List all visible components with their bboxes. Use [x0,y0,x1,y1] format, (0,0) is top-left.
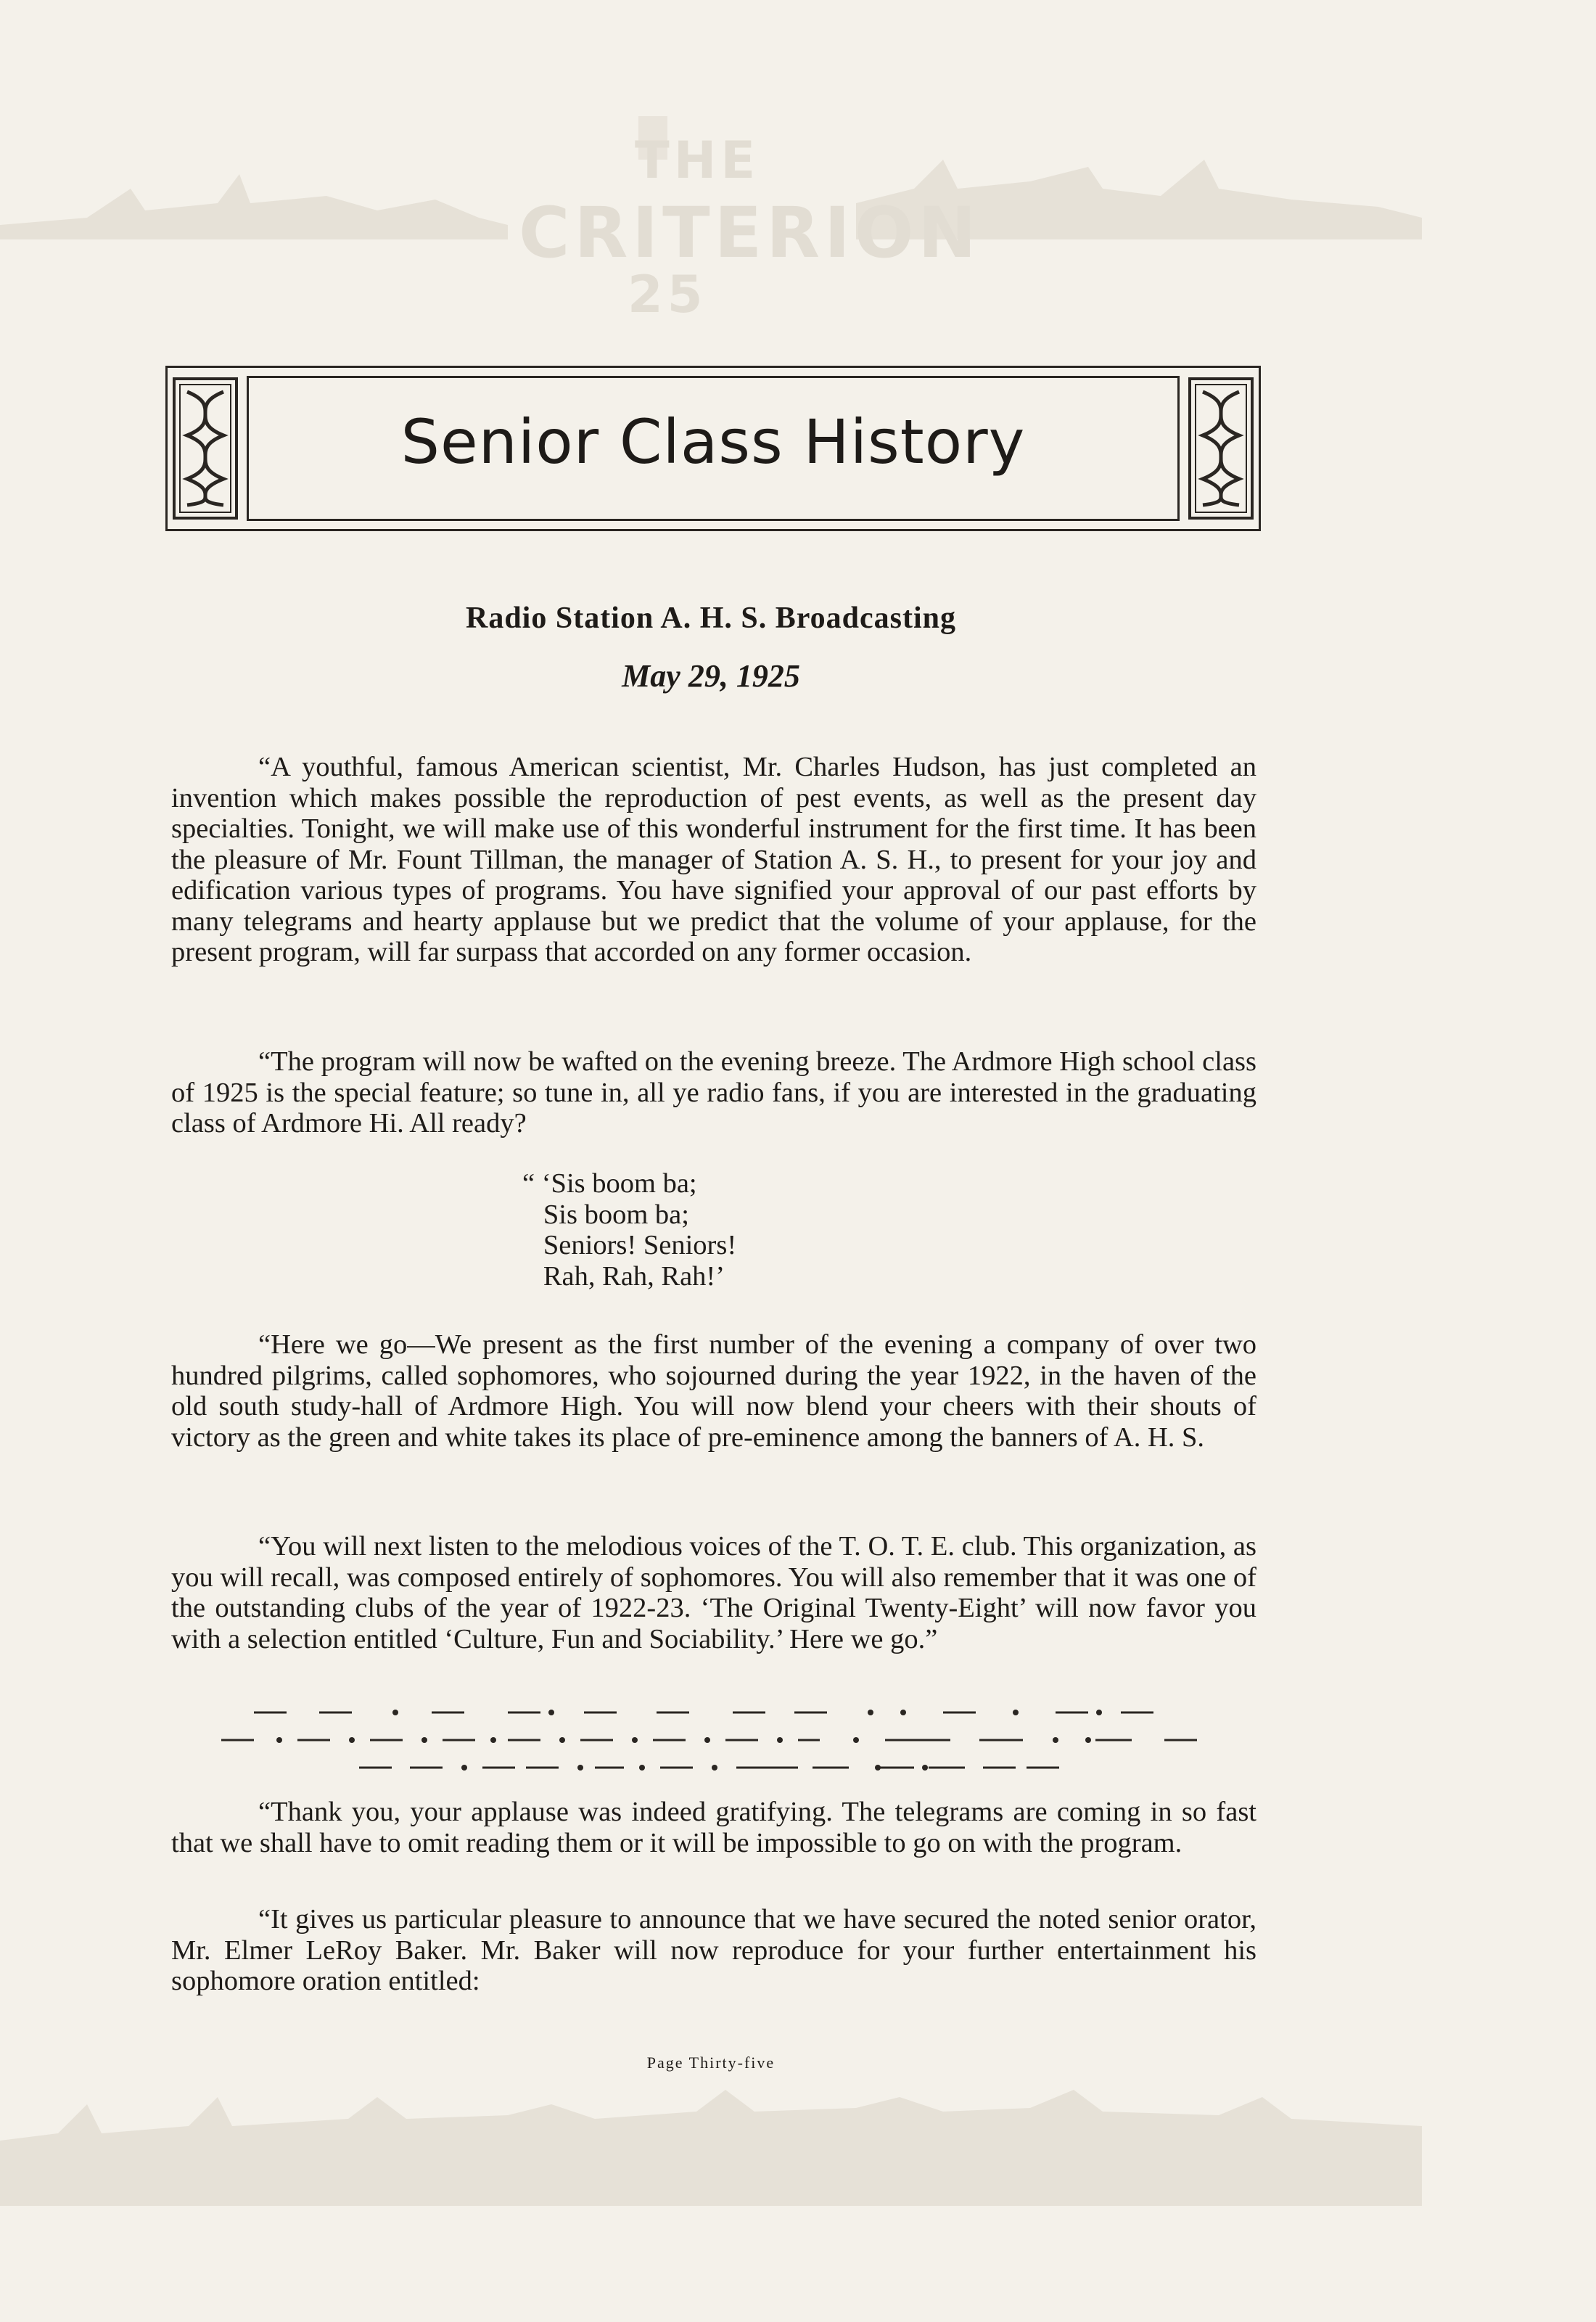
paragraph-3: “Here we go—We present as the first number of the evening a company of over two hundred pilgrims, called sophomores, who sojourned during the year 1922, in the haven of the old south study-hall of Ardmore High. You will now blend your cheers with their shouts of victory as the green and white takes its place of pre-eminence among the banners of A. H. S. [171,1329,1256,1453]
cheer-line: Sis boom ba; [522,1199,689,1230]
footer-skyline-art [0,2075,1596,2206]
section-heading: Radio Station A. H. S. Broadcasting [465,602,956,635]
paragraph-5: “Thank you, your applause was indeed gratifying. The telegrams are coming in so fast that we shall have to omit reading them or it will be impossible to go on with the program. [171,1797,1256,1858]
page-number: Page Thirty-five [646,2054,776,2072]
cheer-line: Seniors! Seniors! [522,1230,737,1260]
letterhead-art [0,116,1596,334]
broadcast-date: May 29, 1925 [622,658,800,694]
dash-dot-divider [0,1698,1596,1792]
title-banner [165,366,1261,531]
cheer-line: “ ‘Sis boom ba; [522,1168,697,1199]
paragraph-6: “It gives us particular pleasure to announce that we have secured the noted senior orator, Mr. Elmer LeRoy Baker. Mr. Baker will now reproduce for your further entertainment his sophomore oration entitled: [171,1904,1256,1996]
paragraph-1: “A youthful, famous American scientist, Mr. Charles Hudson, has just completed an invention which makes possible the reproduction of pest events, as well as the present day specialties. Tonight, we will make use of this wonderful instrument for the first time. It has been the pleasure of Mr. Fount Tillman, the manager of Station A. S. H., to present for your joy and edification various types of programs. You have signified your approval of our past efforts by many telegrams and hearty applause but we predict that the volume of your applause, for the present program, will far surpass that accorded on any former occasion. [171,752,1256,967]
letterhead-criterion: CRITERION [519,192,981,274]
paragraph-2: “The program will now be wafted on the evening breeze. The Ardmore High school class of 1925 is the special feature; so tune in, all ye radio fans, if you are interested in the graduating class of Ardmore Hi. All ready? [171,1046,1256,1139]
cheer-verse [522,1168,736,1292]
letterhead-the: THE [635,131,760,190]
page-title: Senior Class History [400,406,1026,477]
paragraph-4: “You will next listen to the melodious voices of the T. O. T. E. club. This organization, as you will recall, was composed entirely of sophomores. You will also remember that it was one of the outstanding clubs of the year of 1922-23. ‘The Original Twenty-Eight’ will now favor you with a selection entitled ‘Culture, Fun and Sociability.’ Here we go.” [171,1531,1256,1654]
letterhead-year: 25 [628,265,707,324]
cheer-line: Rah, Rah, Rah!’ [522,1260,725,1292]
